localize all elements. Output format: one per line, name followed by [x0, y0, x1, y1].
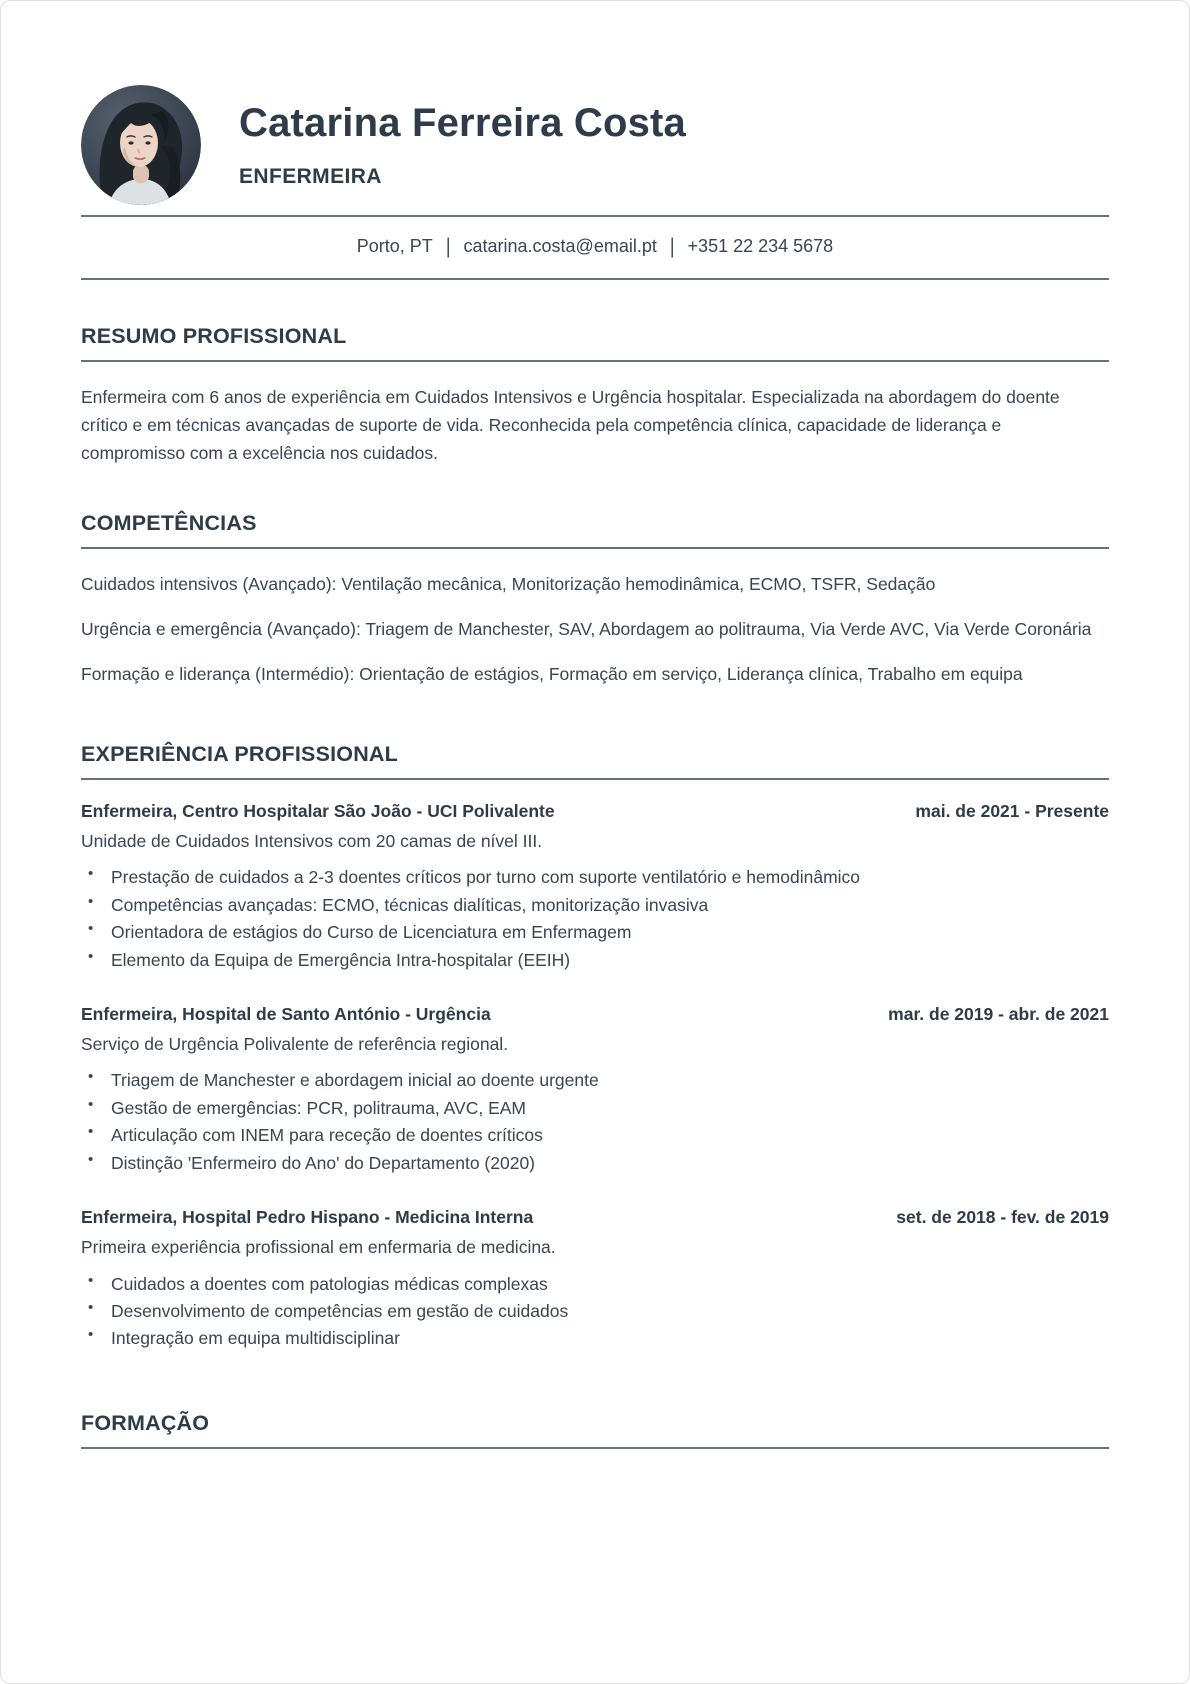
job-bullet: • Desenvolvimento de competências em gestão de cuidados [81, 1298, 1109, 1325]
contact-email: catarina.costa@email.pt [463, 236, 657, 256]
job-head [81, 1207, 1109, 1228]
profile-photo-image [81, 85, 201, 205]
header-divider-bottom [81, 278, 1109, 280]
contact-separator: | [669, 233, 675, 258]
skill-item: Formação e liderança (Intermédio): Orientação de estágios, Formação em serviço, Liderança clínica, Trabalho em equipa [81, 664, 1023, 684]
skills-list [81, 570, 1109, 688]
header-text [239, 101, 1109, 189]
candidate-job-title: ENFERMEIRA [239, 165, 382, 188]
jobs-list [81, 801, 1109, 1353]
profile-photo [81, 85, 201, 205]
job-subtitle: Primeira experiência profissional em enfermaria de medicina. [81, 1237, 556, 1258]
job-bullet: • Elemento da Equipa de Emergência Intra-hospitalar (EEIH) [81, 947, 1109, 974]
skills-heading: COMPETÊNCIAS [81, 511, 257, 535]
job-entry [81, 801, 1109, 974]
job-bullet: • Cuidados a doentes com patologias médicas complexas [81, 1271, 1109, 1298]
resume-header [81, 85, 1109, 205]
job-dates: set. de 2018 - fev. de 2019 [896, 1207, 1109, 1228]
job-bullet: • Competências avançadas: ECMO, técnicas dialíticas, monitorização invasiva [81, 892, 1109, 919]
contact-phone: +351 22 234 5678 [687, 236, 834, 256]
section-skills [81, 511, 1109, 688]
job-title: Enfermeira, Hospital de Santo António - Urgência [81, 1004, 491, 1025]
job-head [81, 801, 1109, 822]
job-bullet: • Distinção 'Enfermeiro do Ano' do Departamento (2020) [81, 1150, 1109, 1177]
summary-heading: RESUMO PROFISSIONAL [81, 324, 347, 348]
education-heading: FORMAÇÃO [81, 1410, 210, 1435]
candidate-name: Catarina Ferreira Costa [239, 101, 687, 145]
contact-line [81, 217, 1109, 278]
job-bullet: • Prestação de cuidados a 2-3 doentes críticos por turno com suporte ventilatório e hemodinâmico [81, 864, 1109, 891]
section-underline [81, 1447, 1109, 1449]
job-head [81, 1004, 1109, 1025]
section-underline [81, 547, 1109, 549]
job-bullet: • Triagem de Manchester e abordagem inicial ao doente urgente [81, 1067, 1109, 1094]
job-entry [81, 1004, 1109, 1177]
job-title: Enfermeira, Hospital Pedro Hispano - Medicina Interna [81, 1207, 534, 1228]
job-dates: mai. de 2021 - Presente [915, 801, 1109, 821]
job-subtitle: Serviço de Urgência Polivalente de referência regional. [81, 1034, 509, 1055]
job-bullet: • Gestão de emergências: PCR, politrauma, AVC, EAM [81, 1095, 1109, 1122]
job-bullet: • Orientadora de estágios do Curso de Licenciatura em Enfermagem [81, 919, 1109, 946]
experience-heading: EXPERIÊNCIA PROFISSIONAL [81, 742, 398, 766]
contact-location: Porto, PT [356, 236, 433, 256]
section-underline [81, 360, 1109, 362]
job-dates: mar. de 2019 - abr. de 2021 [888, 1004, 1109, 1025]
section-summary [81, 324, 1109, 467]
section-experience [81, 742, 1109, 1353]
summary-text: Enfermeira com 6 anos de experiência em Cuidados Intensivos e Urgência hospitalar. Especializada na abordagem do doente crítico e em técnicas avançadas de suporte de vida. Reconhecida pela competência clínica, capacidade de liderança e compromisso com a excelência nos cuidados. [81, 387, 1060, 463]
skill-item: Cuidados intensivos (Avançado): Ventilação mecânica, Monitorização hemodinâmica, ECMO, TSFR, Sedação [81, 574, 936, 594]
job-subtitle: Unidade de Cuidados Intensivos com 20 camas de nível III. [81, 831, 543, 851]
job-title: Enfermeira, Centro Hospitalar São João - UCI Polivalente [81, 801, 555, 821]
skill-item: Urgência e emergência (Avançado): Triagem de Manchester, SAV, Abordagem ao politrauma, Via Verde AVC, Via Verde Coronária [81, 619, 1092, 639]
contact-separator: | [445, 233, 451, 258]
job-bullets [81, 864, 1109, 974]
job-bullet: • Articulação com INEM para receção de doentes críticos [81, 1122, 1109, 1149]
job-entry [81, 1207, 1109, 1353]
job-bullet: • Integração em equipa multidisciplinar [81, 1325, 1109, 1352]
job-bullets [81, 1067, 1109, 1177]
section-underline [81, 778, 1109, 780]
section-education [81, 1411, 1109, 1449]
job-bullets [81, 1271, 1109, 1353]
